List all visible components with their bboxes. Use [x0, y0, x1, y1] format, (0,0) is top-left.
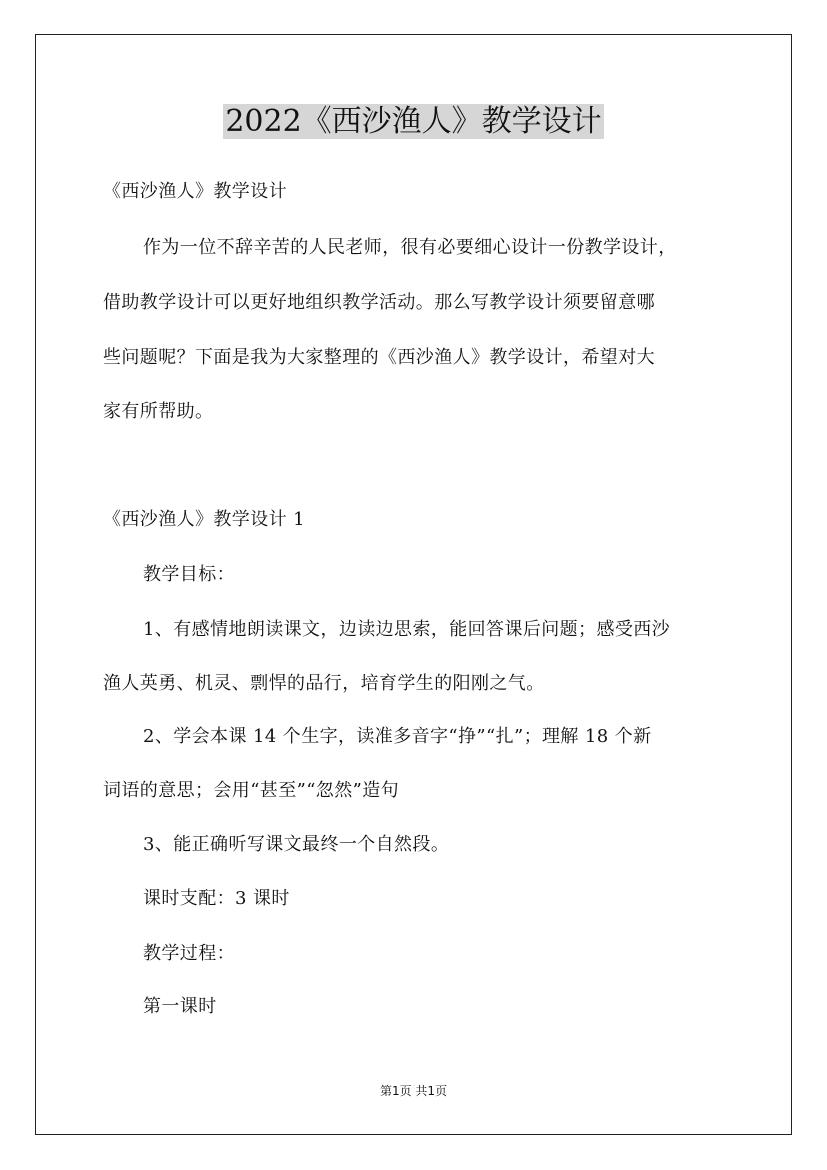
objective-3-line: 3、能正确听写课文最终一个自然段。: [143, 834, 450, 855]
objectives-heading: 教学目标：: [143, 564, 235, 585]
intro-line-4: 家有所帮助。: [103, 401, 214, 422]
first-lesson-heading: 第一课时: [143, 996, 217, 1017]
objective-1-line-2: 渔人英勇、机灵、剽悍的品行，培育学生的阳刚之气。: [103, 673, 545, 694]
section-heading: 《西沙渔人》教学设计 1: [103, 509, 305, 530]
intro-line-1: 作为一位不辞辛苦的人民老师，很有必要细心设计一份教学设计，: [143, 237, 677, 258]
class-hours-line: 课时支配：3 课时: [143, 888, 290, 909]
objective-2-line-1: 2、学会本课 14 个生字，读准多音字“挣”“扎”；理解 18 个新: [143, 726, 652, 747]
document-title-text: 2022《西沙渔人》教学设计: [225, 104, 602, 139]
intro-line-2: 借助教学设计可以更好地组织教学活动。那么写教学设计须要留意哪: [103, 292, 655, 313]
process-heading: 教学过程：: [143, 943, 235, 964]
intro-line-3: 些问题呢？下面是我为大家整理的《西沙渔人》教学设计，希望对大: [103, 347, 655, 368]
document-title: [0, 101, 827, 143]
page-footer: 第1页 共1页: [379, 1084, 448, 1098]
objective-1-line-1: 1、有感情地朗读课文，边读边思索，能回答课后问题；感受西沙: [143, 619, 671, 640]
subtitle-line: 《西沙渔人》教学设计: [103, 181, 287, 202]
objective-2-line-2: 词语的意思；会用“甚至”“忽然”造句: [103, 780, 400, 801]
